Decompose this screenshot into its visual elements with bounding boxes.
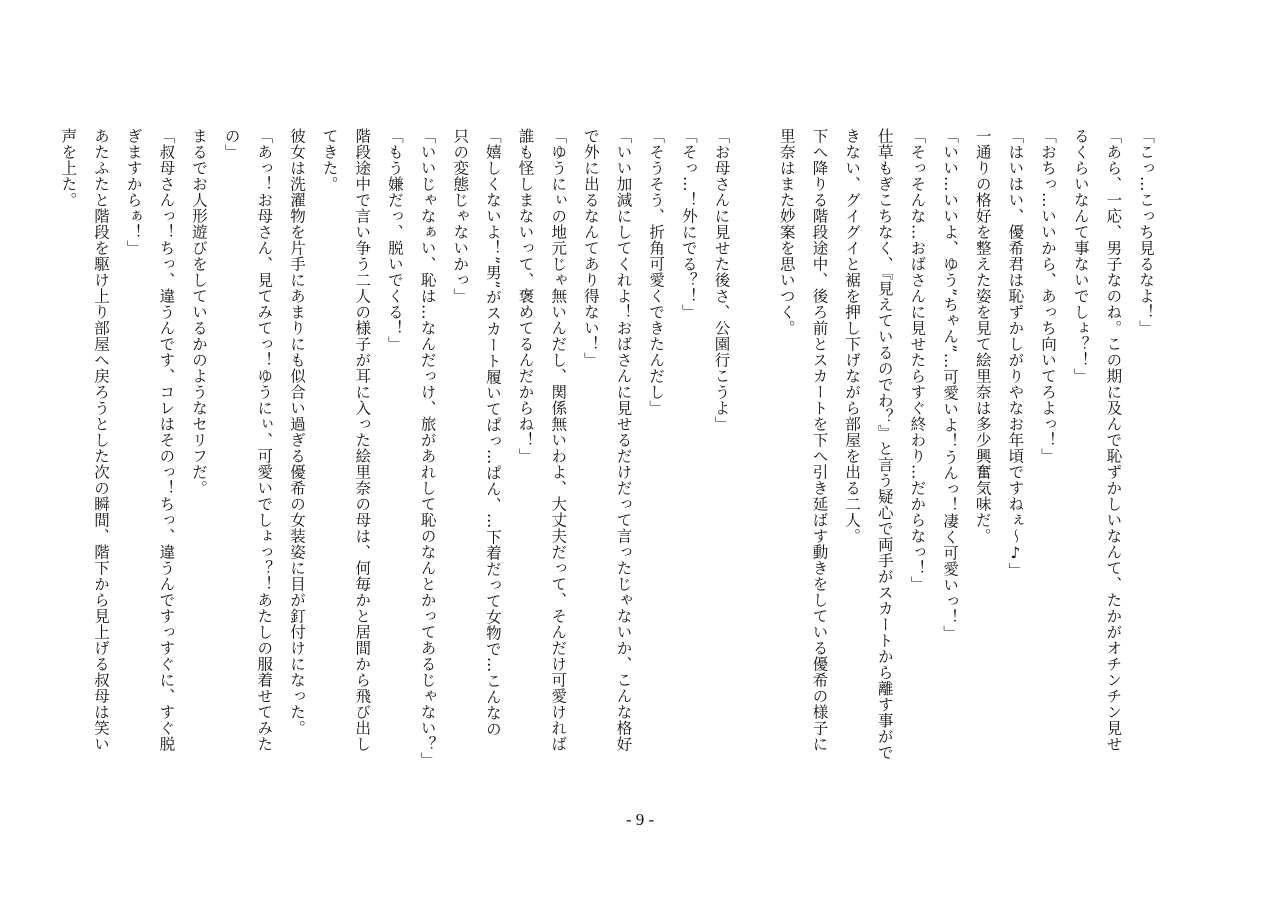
text-line: 彼女は洗濯物を片手にあまりにも似合い過ぎる優希の女装姿に目が釘付けになった。 — [287, 128, 306, 736]
text-line: 「こっ…こっち見るなよ！」 — [1137, 128, 1155, 336]
text-line: 下へ降りる階段途中、後ろ前とスカートを下へ引き延ばす動きをしている優希の様子に — [810, 128, 829, 752]
text-line: 「いい加減にしてくれよ！おばさんに見せるだけだって言ったじゃないか、こんな格好 — [614, 128, 633, 752]
text-line: まるでお人形遊びをしているかのようなセリフだ。 — [189, 128, 208, 496]
text-line: あたふたと階段を駆け上り部屋へ戻ろうとした次の瞬間、階下から見上げる叔母は笑い — [92, 128, 111, 752]
text-line: ぎますからぁ！」 — [124, 128, 143, 256]
vertical-text-body — [59, 128, 1162, 808]
text-line: 「ゆうにぃの地元じゃ無いんだし、関係無いわよ、大丈夫だって、そんだけ可愛ければ — [549, 128, 568, 752]
text-line: 「いい…いいよ、ゆう”ちゃん”…可愛いよ！うんっ！凄く可愛いっ！」 — [941, 128, 960, 641]
text-line: 仕草もぎこちなく、『見えているのでわ？』と言う疑心で両手がスカートから離す事がで — [875, 128, 894, 761]
text-line: 「お母さんに見せた後さ、公園行こうよ」 — [712, 128, 731, 432]
text-line: 「もう嫌だっ、脱いでくる！」 — [385, 128, 404, 352]
text-line: 誰も怪しまないって、褒めてるんだからね！」 — [516, 128, 535, 464]
text-line: で外に出るなんてあり得ない！」 — [581, 128, 600, 368]
text-line: 「そっ…！外にでる？！」 — [679, 128, 698, 320]
text-line: 里奈はまた妙案を思いつく。 — [777, 128, 796, 336]
text-line: の」 — [222, 128, 241, 160]
text-line: 「そうそう、折角可愛くできたんだし」 — [647, 128, 666, 416]
text-line: 「いいじゃなぁい、恥は…なんだっけ、旅があれして恥のなんとかってあるじゃない？」 — [418, 128, 437, 768]
text-line: 一通りの格好を整えた姿を見て絵里奈は多少興奮気味だ。 — [973, 128, 992, 544]
text-line: るくらいなんて事ないでしょ？！」 — [1071, 128, 1090, 384]
text-line: 「はいはい、優希君は恥ずかしがりやなお年頃ですねぇ〜♪」 — [1006, 128, 1025, 579]
text-line: 「あっ！お母さん、見てみてっ！ゆうにぃ、可愛いでしょっ？！あたしの服着せてみた — [255, 128, 274, 752]
text-line: 「おちっ…いいから、あっち向いてろよっ！」 — [1039, 128, 1058, 464]
text-line: きない、グイグイと裾を押し下げながら部屋を出る二人。 — [843, 128, 862, 544]
text-line: てきた。 — [320, 128, 339, 192]
text-line: 「あら、一応、男子なのね。この期に及んで恥ずかしいなんて、たかがオチンチン見せ — [1104, 128, 1123, 752]
text-line: 「叔母さんっ！ちっ、違うんです、コレはそのっ！ちっ、違うんですっすぐに、すぐ脱 — [157, 128, 176, 752]
text-line: 「そっそんな…おばさんに見せたらすぐ終わり…だからなっ！」 — [908, 128, 927, 592]
blank-line — [737, 128, 770, 808]
text-line: 階段途中で言い争う二人の様子が耳に入った絵里奈の母は、何毎かと居間から飛び出し — [353, 128, 372, 752]
text-line: 「嬉しくないよ！”男”がスカート履いてぱっ…ぱん、…下着だって女物で…こんなの — [483, 128, 502, 737]
page-number: - 9 - — [625, 810, 655, 829]
text-line: 只の変態じゃないかっ」 — [451, 128, 470, 304]
text-line: 声を上た。 — [59, 128, 78, 208]
